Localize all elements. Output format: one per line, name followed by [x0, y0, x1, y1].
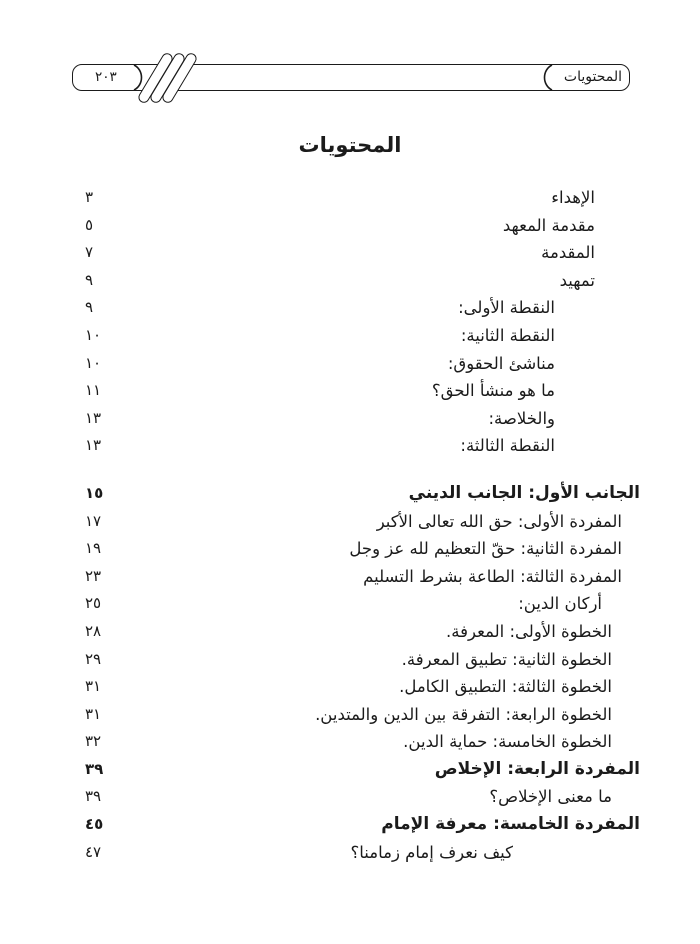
toc-entry-label: تمهيد — [559, 270, 595, 290]
running-header-title: المحتويات — [563, 69, 622, 85]
toc-row — [85, 184, 640, 212]
toc-entry-page: ١٣ — [85, 408, 102, 427]
toc-entry-label: ما هو منشأ الحق؟ — [431, 381, 555, 401]
toc-entry-page: ١٠ — [85, 325, 102, 344]
toc-entry-page: ٢٩ — [85, 649, 102, 668]
toc-entry-label: النقطة الثانية: — [460, 325, 555, 345]
toc-row — [85, 480, 640, 508]
toc-entry-label: الخطوة الثانية: تطبيق المعرفة. — [401, 649, 612, 669]
toc-row — [85, 212, 640, 240]
toc-row — [85, 239, 640, 267]
toc-entry-label: الإهداء — [551, 188, 595, 207]
toc-entry-page: ٣١ — [85, 677, 102, 696]
toc-entry-page: ٢٨ — [85, 621, 102, 640]
toc-entry-page: ٩ — [85, 298, 94, 317]
toc-entry-label: كيف نعرف إمام زمامنا؟ — [350, 842, 513, 862]
toc-entry-label: المفردة الثالثة: الطاعة بشرط التسليم — [363, 566, 622, 586]
toc-entry-page: ٤٥ — [85, 815, 104, 834]
toc-row — [85, 322, 640, 350]
toc-row — [85, 811, 640, 839]
toc-entry-label: أركان الدين: — [518, 594, 602, 614]
table-of-contents — [85, 184, 640, 866]
toc-entry-label: الخطوة الأولى: المعرفة. — [446, 621, 612, 641]
toc-entry-page: ٣١ — [85, 704, 102, 723]
toc-entry-label: والخلاصة: — [488, 408, 555, 428]
toc-row — [85, 646, 640, 674]
toc-entry-page: ٣٩ — [85, 759, 104, 778]
toc-entry-label: المفردة الخامسة: معرفة الإمام — [381, 814, 640, 835]
toc-row — [85, 432, 640, 460]
toc-entry-page: ٣ — [85, 188, 94, 206]
toc-entry-label: الخطوة الرابعة: التفرقة بين الدين والمتدين. — [315, 704, 612, 724]
toc-entry-label: مناشئ الحقوق: — [447, 353, 555, 373]
toc-row — [85, 267, 640, 295]
toc-entry-label: الخطوة الثالثة: التطبيق الكامل. — [399, 677, 612, 697]
toc-entry-page: ١٩ — [85, 539, 102, 558]
toc-entry-label: المفردة الثانية: حقّ التعظيم لله عز وجل — [349, 539, 622, 559]
toc-entry-page: ٤٧ — [85, 842, 102, 861]
toc-entry-page: ١١ — [85, 381, 102, 400]
toc-entry-label: ما معنى الإخلاص؟ — [489, 787, 612, 807]
toc-row — [85, 563, 640, 591]
toc-entry-page: ١٥ — [85, 483, 104, 502]
toc-row — [85, 377, 640, 405]
toc-entry-label: مقدمة المعهد — [502, 215, 595, 235]
toc-row — [85, 350, 640, 378]
toc-entry-page: ٥ — [85, 215, 94, 234]
toc-entry-label: المفردة الرابعة: الإخلاص — [434, 758, 640, 779]
toc-entry-page: ٢٣ — [85, 566, 102, 585]
toc-entry-label: النقطة الأولى: — [458, 298, 555, 318]
toc-entry-label: المفردة الأولى: حق الله تعالى الأكبر — [376, 511, 622, 531]
toc-entry-label: النقطة الثالثة: — [460, 436, 555, 456]
cartouche-arc-right — [540, 64, 553, 91]
toc-entry-page: ٩ — [85, 270, 94, 289]
toc-entry-page: ٧ — [85, 243, 94, 262]
toc-row — [85, 590, 640, 618]
toc-entry-page: ٣٢ — [85, 732, 102, 751]
toc-row — [85, 405, 640, 433]
toc-row — [85, 839, 640, 867]
toc-entry-page: ٣٩ — [85, 787, 102, 806]
toc-row — [85, 783, 640, 811]
toc-row — [85, 294, 640, 322]
toc-row — [85, 673, 640, 701]
toc-entry-page: ١٧ — [85, 511, 102, 530]
toc-row — [85, 701, 640, 729]
toc-entry-label: المقدمة — [541, 243, 595, 263]
toc-entry-label: الجانب الأول: الجانب الديني — [408, 482, 640, 503]
toc-entry-label: الخطوة الخامسة: حماية الدين. — [403, 732, 612, 752]
toc-row — [85, 728, 640, 756]
toc-row — [85, 756, 640, 784]
page-title: المحتويات — [298, 133, 402, 157]
toc-entry-page: ٢٥ — [85, 594, 102, 613]
toc-entry-page: ١٣ — [85, 436, 102, 455]
toc-row — [85, 508, 640, 536]
page-number: ٢٠٣ — [95, 69, 117, 85]
toc-row — [85, 535, 640, 563]
toc-row — [85, 618, 640, 646]
toc-entry-page: ١٠ — [85, 353, 102, 372]
